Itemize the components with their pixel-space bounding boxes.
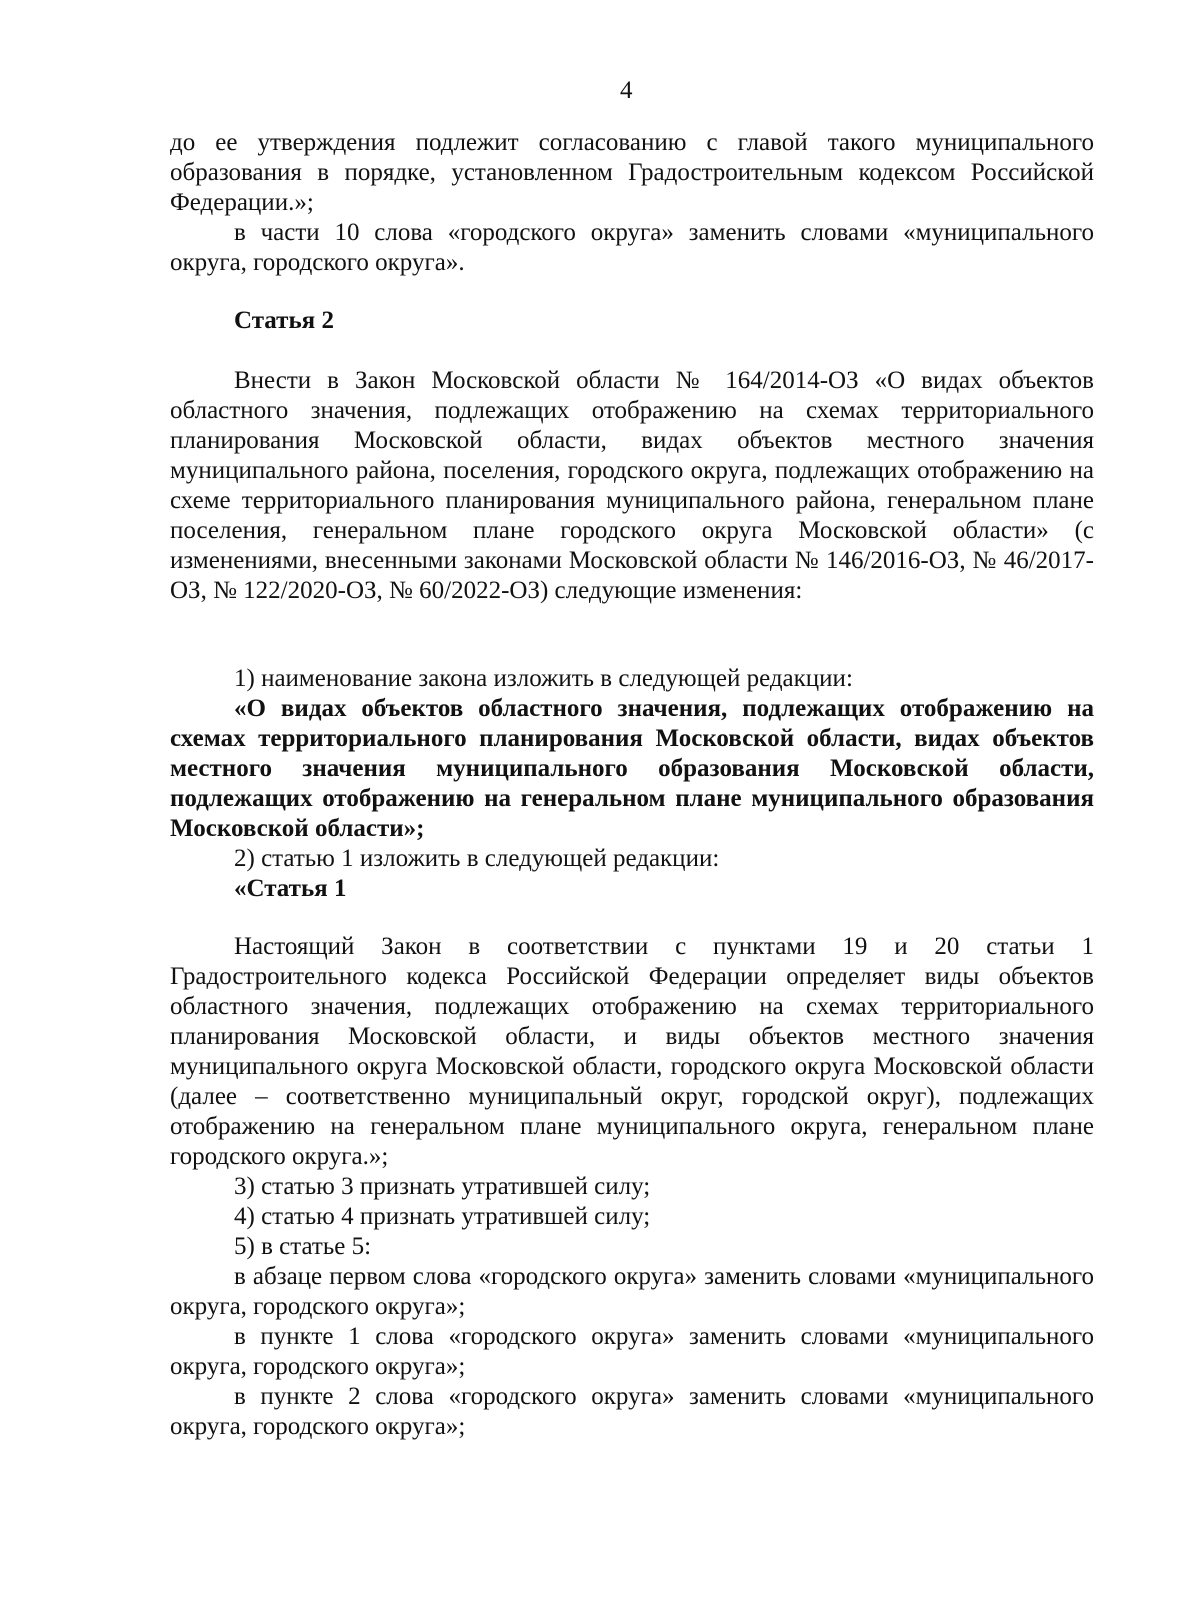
intro-part10-block [170,218,1094,278]
item3: 3) статью 3 признать утратившей силу; [234,1173,651,1200]
article2-heading-block [170,306,1094,336]
item5: 5) в статье 5: [234,1233,372,1260]
article2-intro-block [170,366,1094,606]
page-number: 4 [620,77,633,104]
item1-block [170,664,1094,904]
article1-heading: «Статья 1 [234,875,347,902]
new-law-title: «О видах объектов областного значения, подлежащих отображению на схемах территориального планирования Московской области, видах объектов местного значения муниципального образования Московской области, подлежащих отображению на генеральном плане муниципального образования Московской области»; [170,695,1094,842]
intro-continuation: до ее утверждения подлежит согласованию с главой такого муниципального образования в порядке, установленном Градостроительным кодексом Российской Федерации.»; [170,129,1094,216]
intro-continuation-block [170,128,1094,218]
item5-paragraph-c: в пункте 2 слова «городского округа» заменить словами «муниципального округа, городского округа»; [170,1383,1094,1440]
article2-heading: Статья 2 [234,307,334,334]
item5-paragraph-a: в абзаце первом слова «городского округа» заменить словами «муниципального округа, городского округа»; [170,1263,1094,1320]
intro-part10: в части 10 слова «городского округа» заменить словами «муниципального округа, городского округа». [170,219,1094,276]
item4: 4) статью 4 признать утратившей силу; [234,1203,651,1230]
article1-text: Настоящий Закон в соответствии с пунктами 19 и 20 статьи 1 Градостроительного кодекса Российской Федерации определяет виды объектов областного значения, подлежащих отображению на схемах территориального планирования Московской области, и виды объектов местного значения муниципального округа Московской области, городского округа Московской области (далее – соответственно муниципальный округ, городской округ), подлежащих отображению на генеральном плане муниципального округа, генеральном плане городского округа.»; [170,933,1094,1170]
item1: 1) наименование закона изложить в следующей редакции: [234,665,853,692]
article1-text-block [170,932,1094,1442]
item2: 2) статью 1 изложить в следующей редакции: [234,845,720,872]
item5-paragraph-b: в пункте 1 слова «городского округа» заменить словами «муниципального округа, городского округа»; [170,1323,1094,1380]
article2-intro: Внести в Закон Московской области № 164/2014-ОЗ «О видах объектов областного значения, подлежащих отображению на схемах территориального планирования Московской области, видах объектов местного значения муниципального района, поселения, городского округа, подлежащих отображению на схеме территориального планирования муниципального района, генеральном плане поселения, генеральном плане городского округа Московской области» (с изменениями, внесенными законами Московской области № 146/2016-ОЗ, № 46/2017-ОЗ, № 122/2020-ОЗ, № 60/2022-ОЗ) следующие изменения: [170,367,1094,604]
